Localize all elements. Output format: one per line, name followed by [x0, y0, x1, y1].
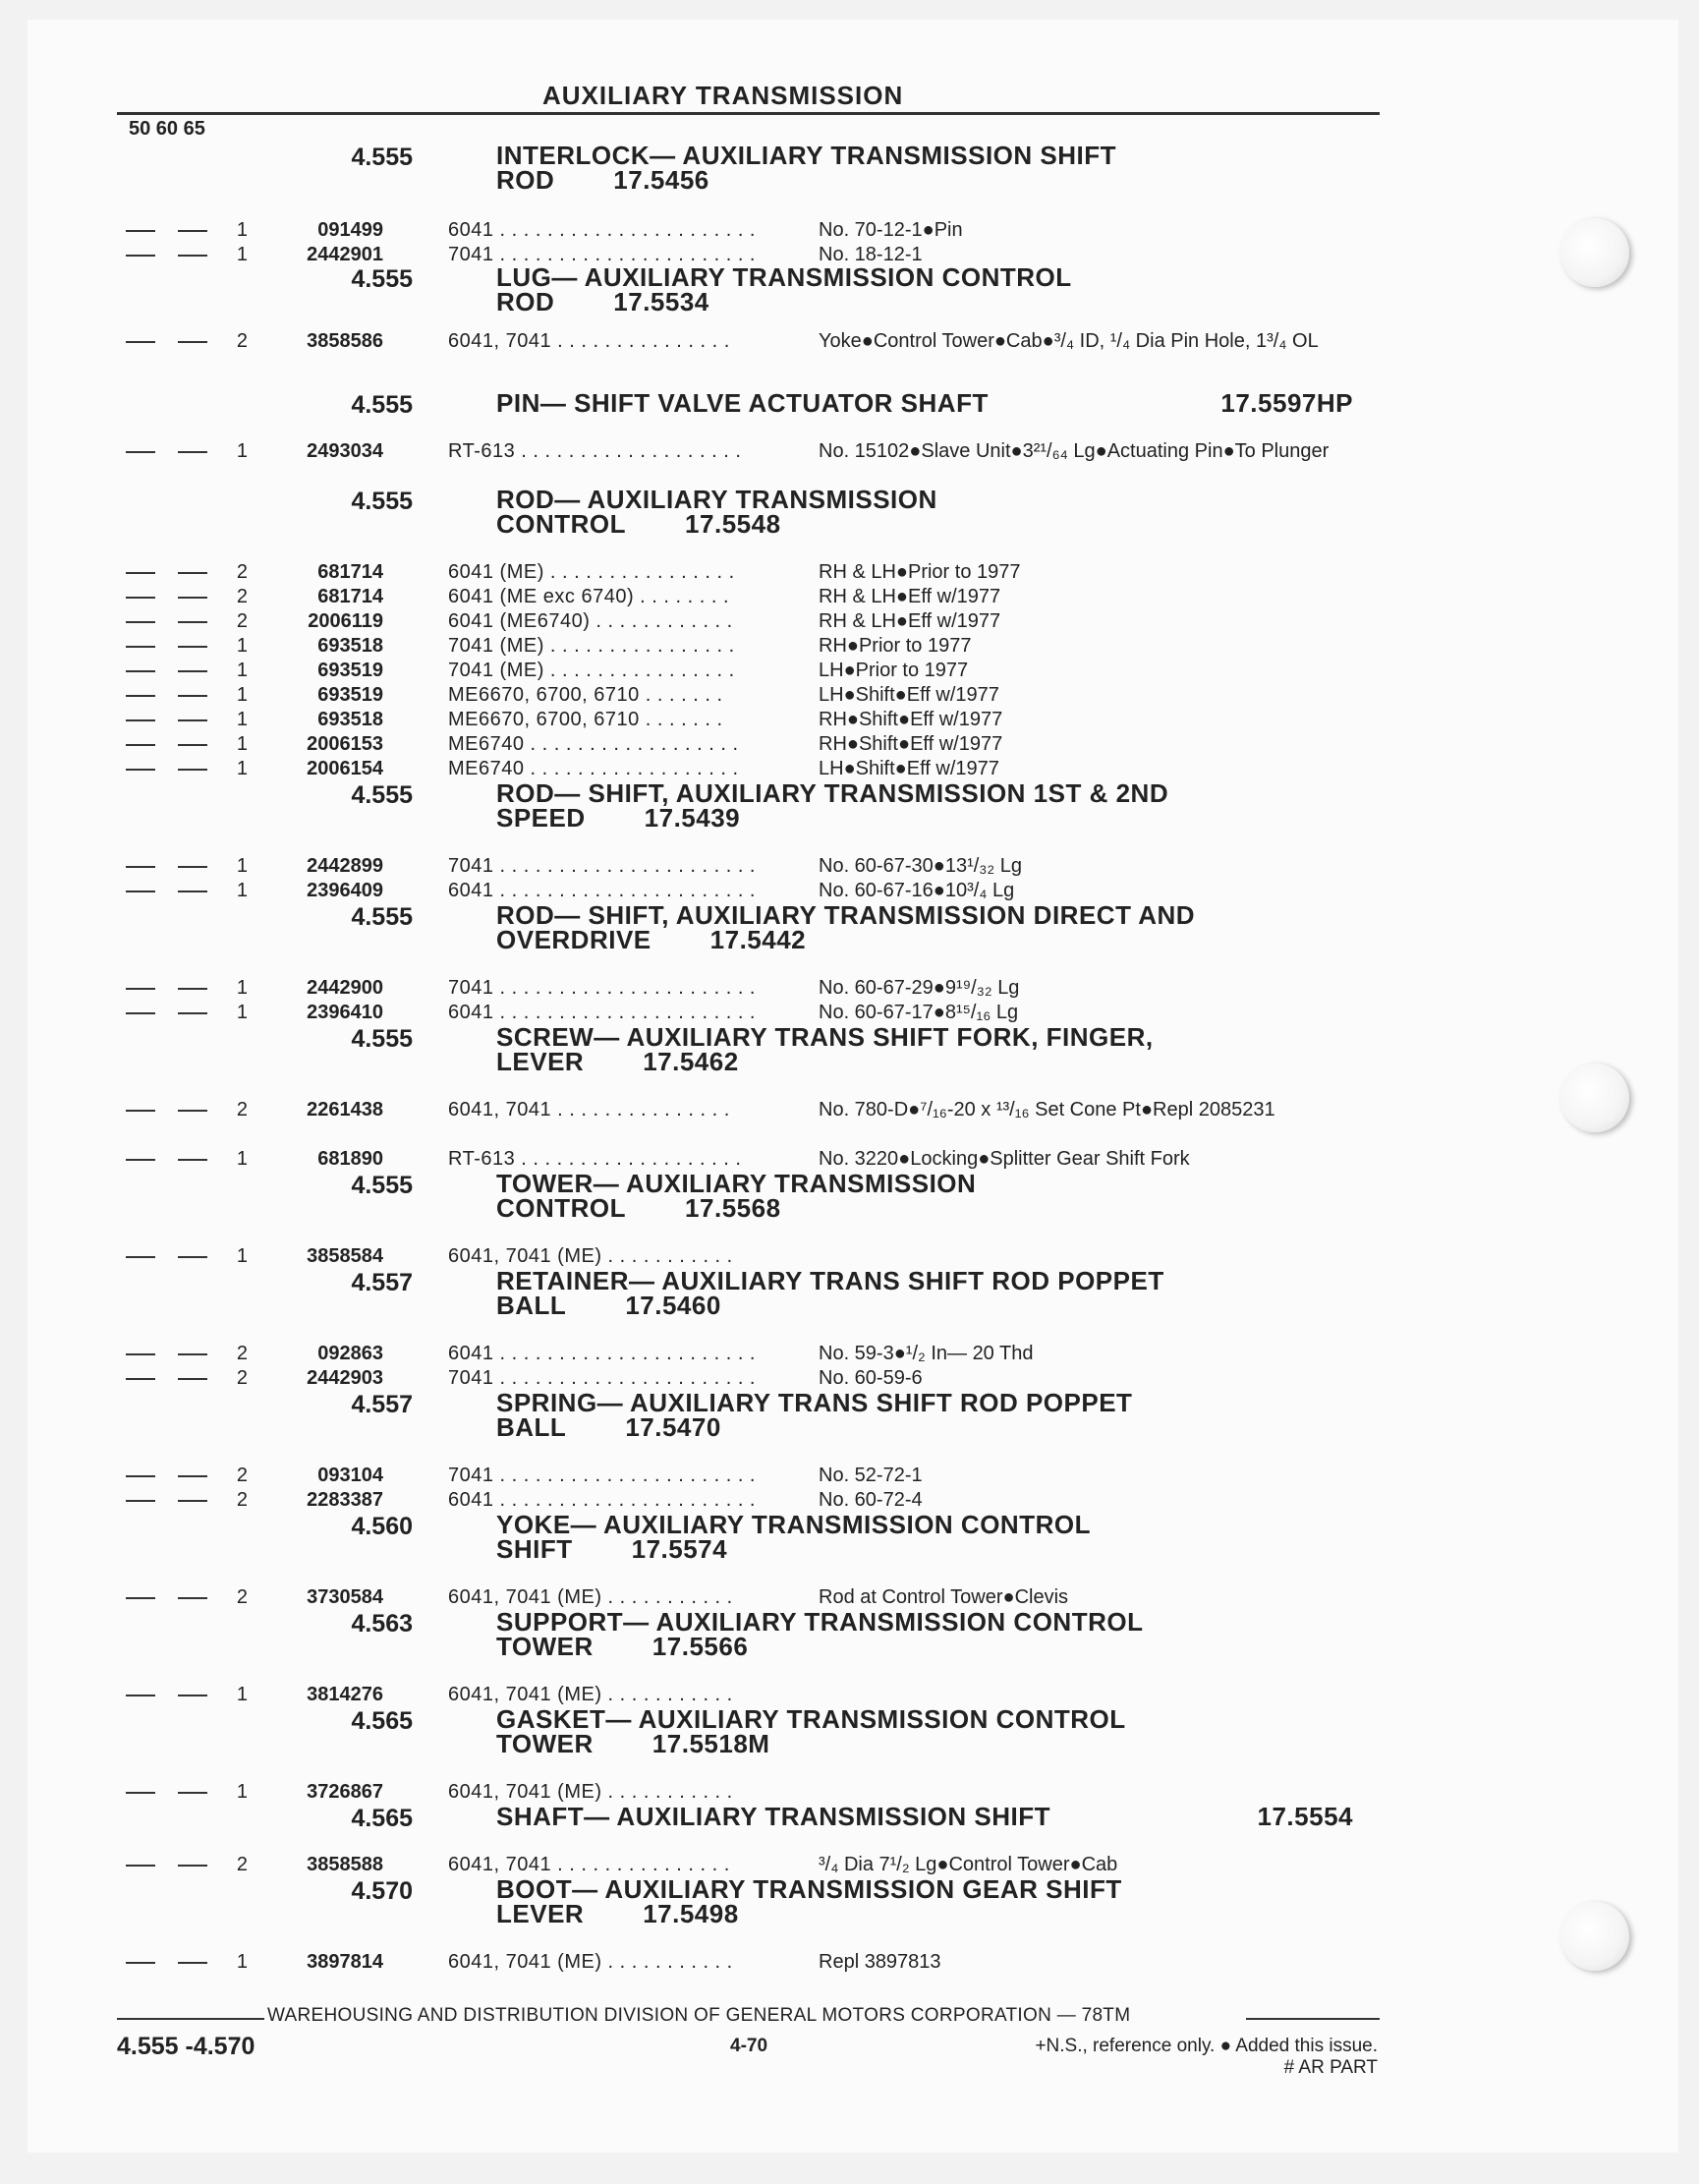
part-number: 2261438: [307, 1099, 383, 1121]
part-number: 091499: [317, 219, 383, 241]
section-code: 17.5442: [709, 925, 807, 954]
part-description: No. 780-D●⁷/₁₆-20 x ¹³/₁₆ Set Cone Pt●Repl 2085231: [819, 1099, 1275, 1121]
section-title-line: LEVER: [496, 1899, 585, 1928]
section-number: 4.570: [351, 1877, 413, 1905]
part-quantity: 1: [236, 1684, 248, 1705]
part-number: 3858588: [307, 1854, 383, 1875]
part-number: 2006154: [307, 758, 383, 779]
section-title-line: ROD— SHIFT, AUXILIARY TRANSMISSION 1ST & 2ND: [496, 778, 1169, 808]
section-title-line: TOWER: [496, 1632, 594, 1661]
part-row: [0, 683, 1395, 708]
year-dash-50: [126, 621, 155, 623]
year-dash-60: [178, 1695, 207, 1696]
year-dash-50: [126, 769, 155, 771]
section-code: 17.5518M: [651, 1729, 770, 1758]
year-dash-60: [178, 866, 207, 868]
section-title-line: CONTROL: [496, 1193, 627, 1223]
year-dash-60: [178, 646, 207, 648]
section-title: [496, 1169, 1381, 1223]
year-dash-60: [178, 1353, 207, 1355]
part-row: [0, 708, 1395, 732]
section-code: 17.5439: [644, 803, 741, 833]
model-application: 6041, 7041 (ME) . . . . . . . . . . .: [448, 1951, 733, 1973]
model-application: 7041 . . . . . . . . . . . . . . . . . . . . . .: [448, 244, 756, 265]
part-description: Yoke●Control Tower●Cab●³/₄ ID, ¹/₄ Dia Pin Hole, 1³/₄ OL: [819, 330, 1319, 352]
part-row: [0, 329, 1395, 354]
year-dash-60: [178, 719, 207, 721]
section-title: [496, 1802, 1381, 1831]
section-code: 17.5597HP: [1220, 388, 1353, 418]
page-number: 4-70: [730, 2036, 768, 2056]
part-description: RH●Shift●Eff w/1977: [819, 733, 1003, 755]
section-code: 17.5498: [643, 1899, 739, 1928]
model-application: 7041 . . . . . . . . . . . . . . . . . . . . . .: [448, 1465, 756, 1486]
section-title: [496, 262, 1381, 316]
year-dash-50: [126, 1378, 155, 1380]
part-number: 3858586: [307, 330, 383, 352]
year-dash-50: [126, 670, 155, 672]
section-number: 4.555: [351, 265, 413, 293]
part-description: Rod at Control Tower●Clevis: [819, 1586, 1069, 1608]
year-dash-60: [178, 695, 207, 697]
year-dash-60: [178, 1597, 207, 1599]
model-application: 6041 . . . . . . . . . . . . . . . . . . . . . .: [448, 1002, 756, 1023]
section-title-line: PIN— SHIFT VALVE ACTUATOR SHAFT: [496, 388, 989, 418]
part-quantity: 2: [236, 1465, 248, 1486]
section-number: 4.557: [351, 1269, 413, 1296]
part-row: [0, 218, 1395, 243]
part-description: RH & LH●Eff w/1977: [819, 610, 1001, 632]
year-dash-50: [126, 572, 155, 574]
year-dash-60: [178, 769, 207, 771]
part-number: 2442901: [307, 244, 383, 265]
year-dash-60: [178, 988, 207, 990]
year-dash-50: [126, 597, 155, 599]
model-application: 7041 (ME) . . . . . . . . . . . . . . . .: [448, 635, 735, 657]
year-dash-60: [178, 621, 207, 623]
section-title-line: ROD— AUXILIARY TRANSMISSION: [496, 485, 937, 514]
part-description: ³/₄ Dia 7¹/₂ Lg●Control Tower●Cab: [819, 1854, 1118, 1875]
part-quantity: 1: [236, 244, 248, 265]
section-title-line: ROD— SHIFT, AUXILIARY TRANSMISSION DIRECT AND: [496, 900, 1196, 930]
part-description: No. 60-67-30●13¹/₃₂ Lg: [819, 855, 1022, 877]
part-row: [0, 1950, 1395, 1975]
part-description: RH●Prior to 1977: [819, 635, 972, 657]
model-application: 6041, 7041 . . . . . . . . . . . . . . .: [448, 330, 730, 352]
part-description: LH●Shift●Eff w/1977: [819, 684, 999, 706]
part-number: 681714: [317, 561, 383, 583]
model-application: RT-613 . . . . . . . . . . . . . . . . . . .: [448, 440, 742, 462]
section-title-line: LUG— AUXILIARY TRANSMISSION CONTROL: [496, 262, 1072, 292]
part-number: 2442903: [307, 1367, 383, 1389]
section-code: 17.5574: [631, 1534, 728, 1564]
part-quantity: 1: [236, 709, 248, 730]
part-description: No. 15102●Slave Unit●3²¹/₆₄ Lg●Actuating Pin●To Plunger: [819, 440, 1330, 462]
section-number: 4.563: [351, 1610, 413, 1638]
part-quantity: 1: [236, 1148, 248, 1170]
part-quantity: 1: [236, 880, 248, 901]
section-title-line: GASKET— AUXILIARY TRANSMISSION CONTROL: [496, 1704, 1126, 1734]
part-description: No. 70-12-1●Pin: [819, 219, 963, 241]
model-application: 6041 (ME) . . . . . . . . . . . . . . . .: [448, 561, 735, 583]
part-quantity: 1: [236, 1245, 248, 1267]
part-quantity: 1: [236, 977, 248, 999]
part-number: 3897814: [307, 1951, 383, 1973]
year-dash-60: [178, 1500, 207, 1502]
part-row: [0, 634, 1395, 659]
model-application: ME6740 . . . . . . . . . . . . . . . . . .: [448, 733, 739, 755]
year-dash-60: [178, 597, 207, 599]
section-title-line: ROD: [496, 287, 555, 316]
part-description: No. 3220●Locking●Splitter Gear Shift Fork: [819, 1148, 1190, 1170]
model-application: 6041 . . . . . . . . . . . . . . . . . . . . . .: [448, 1343, 756, 1364]
year-dash-50: [126, 1012, 155, 1014]
year-dash-60: [178, 1012, 207, 1014]
section-code: 17.5456: [613, 165, 709, 195]
section-title-line: BOOT— AUXILIARY TRANSMISSION GEAR SHIFT: [496, 1874, 1122, 1904]
section-number: 4.555: [351, 1025, 413, 1053]
model-application: ME6740 . . . . . . . . . . . . . . . . . .: [448, 758, 739, 779]
section-title-line: SPRING— AUXILIARY TRANS SHIFT ROD POPPET: [496, 1388, 1133, 1417]
part-quantity: 2: [236, 561, 248, 583]
section-title: [496, 485, 1381, 539]
part-quantity: 2: [236, 610, 248, 632]
section-title: [496, 1704, 1381, 1758]
year-dash-50: [126, 988, 155, 990]
year-dash-50: [126, 255, 155, 257]
year-dash-50: [126, 695, 155, 697]
part-description: No. 60-67-16●10³/₄ Lg: [819, 880, 1015, 901]
part-quantity: 1: [236, 660, 248, 681]
section-title: [496, 388, 1381, 418]
year-dash-60: [178, 1159, 207, 1161]
part-number: 693519: [317, 660, 383, 681]
part-number: 2396410: [307, 1002, 383, 1023]
model-application: 6041 . . . . . . . . . . . . . . . . . . . . . .: [448, 880, 756, 901]
model-application: 6041, 7041 . . . . . . . . . . . . . . .: [448, 1099, 730, 1121]
year-dash-60: [178, 230, 207, 232]
section-number: 4.560: [351, 1513, 413, 1540]
part-row: [0, 659, 1395, 683]
part-number: 2283387: [307, 1489, 383, 1511]
section-title-line: SHAFT— AUXILIARY TRANSMISSION SHIFT: [496, 1802, 1050, 1831]
part-number: 681890: [317, 1148, 383, 1170]
year-dash-60: [178, 1475, 207, 1477]
part-row: [0, 1464, 1395, 1488]
footer-legend-note: +N.S., reference only. ● Added this issue.: [1035, 2036, 1378, 2056]
section-title-line: RETAINER— AUXILIARY TRANS SHIFT ROD POPPET: [496, 1266, 1164, 1295]
year-dash-50: [126, 646, 155, 648]
section-number: 4.555: [351, 391, 413, 419]
section-number: 4.555: [351, 781, 413, 809]
year-dash-50: [126, 1695, 155, 1696]
section-number: 4.565: [351, 1805, 413, 1832]
part-quantity: 1: [236, 219, 248, 241]
model-application: 7041 . . . . . . . . . . . . . . . . . . . . . .: [448, 855, 756, 877]
footer-organization: WAREHOUSING AND DISTRIBUTION DIVISION OF GENERAL MOTORS CORPORATION — 78TM: [267, 2005, 1131, 2026]
section-title: [496, 141, 1381, 195]
part-number: 2396409: [307, 880, 383, 901]
section-title-line: SHIFT: [496, 1534, 573, 1564]
year-dash-50: [126, 230, 155, 232]
part-number: 3726867: [307, 1781, 383, 1803]
footer-rule-right: [1246, 2018, 1380, 2020]
part-description: No. 60-59-6: [819, 1367, 923, 1389]
part-row: [0, 1342, 1395, 1366]
section-code: 17.5534: [613, 287, 709, 316]
year-dash-60: [178, 1865, 207, 1867]
section-title-line: SPEED: [496, 803, 586, 833]
model-application: 7041 (ME) . . . . . . . . . . . . . . . .: [448, 660, 735, 681]
model-application: ME6670, 6700, 6710 . . . . . . .: [448, 709, 723, 730]
page-title: AUXILIARY TRANSMISSION: [542, 81, 904, 110]
section-title: [496, 1874, 1381, 1928]
year-dash-50: [126, 1865, 155, 1867]
part-description: RH & LH●Eff w/1977: [819, 586, 1001, 607]
model-application: 6041, 7041 (ME) . . . . . . . . . . .: [448, 1245, 733, 1267]
section-code: 17.5460: [625, 1291, 721, 1320]
section-code: 17.5462: [643, 1047, 739, 1076]
model-application: ME6670, 6700, 6710 . . . . . . .: [448, 684, 723, 706]
model-application: 7041 . . . . . . . . . . . . . . . . . . . . . .: [448, 1367, 756, 1389]
section-number: 4.555: [351, 1172, 413, 1199]
year-dash-50: [126, 1159, 155, 1161]
year-dash-60: [178, 1792, 207, 1794]
part-row: [0, 854, 1395, 879]
section-number: 4.555: [351, 144, 413, 171]
part-quantity: 2: [236, 1489, 248, 1511]
section-title: [496, 1510, 1381, 1564]
part-description: No. 18-12-1: [819, 244, 923, 265]
model-application: 6041, 7041 (ME) . . . . . . . . . . .: [448, 1586, 733, 1608]
part-number: 092863: [317, 1343, 383, 1364]
part-description: Repl 3897813: [819, 1951, 941, 1973]
binder-hole-top: [1560, 218, 1629, 287]
part-quantity: 2: [236, 1367, 248, 1389]
year-dash-60: [178, 255, 207, 257]
part-quantity: 2: [236, 1099, 248, 1121]
part-quantity: 2: [236, 1586, 248, 1608]
model-application: RT-613 . . . . . . . . . . . . . . . . . . .: [448, 1148, 742, 1170]
part-row: [0, 585, 1395, 609]
part-number: 2006119: [308, 610, 383, 632]
year-dash-50: [126, 1962, 155, 1964]
part-number: 681714: [317, 586, 383, 607]
part-quantity: 1: [236, 733, 248, 755]
part-number: 693518: [317, 709, 383, 730]
section-number: 4.555: [351, 903, 413, 931]
part-description: No. 60-72-4: [819, 1489, 923, 1511]
part-quantity: 1: [236, 855, 248, 877]
part-quantity: 1: [236, 758, 248, 779]
part-description: No. 60-67-17●8¹⁵/₁₆ Lg: [819, 1002, 1019, 1023]
part-number: 693519: [317, 684, 383, 706]
model-application: 6041 . . . . . . . . . . . . . . . . . . . . . .: [448, 1489, 756, 1511]
year-dash-50: [126, 891, 155, 892]
section-title: [496, 1266, 1381, 1320]
year-dash-50: [126, 1110, 155, 1112]
year-dash-60: [178, 572, 207, 574]
section-title-line: TOWER— AUXILIARY TRANSMISSION: [496, 1169, 977, 1198]
section-range: 4.555 -4.570: [117, 2033, 255, 2060]
part-quantity: 2: [236, 330, 248, 352]
section-title-line: YOKE— AUXILIARY TRANSMISSION CONTROL: [496, 1510, 1091, 1539]
part-number: 2442899: [307, 855, 383, 877]
section-title: [496, 1388, 1381, 1442]
footer-rule-left: [117, 2018, 264, 2020]
model-application: 6041, 7041 . . . . . . . . . . . . . . .: [448, 1854, 730, 1875]
part-row: [0, 732, 1395, 757]
year-dash-60: [178, 1962, 207, 1964]
section-title: [496, 778, 1381, 833]
year-dash-60: [178, 1110, 207, 1112]
section-code: 17.5568: [685, 1193, 781, 1223]
year-dash-60: [178, 451, 207, 453]
section-title: [496, 900, 1381, 954]
section-code: 17.5566: [651, 1632, 749, 1661]
year-dash-50: [126, 719, 155, 721]
part-number: 2006153: [307, 733, 383, 755]
part-description: RH●Shift●Eff w/1977: [819, 709, 1003, 730]
part-quantity: 1: [236, 684, 248, 706]
part-row: [0, 609, 1395, 634]
model-application: 6041 (ME exc 6740) . . . . . . . .: [448, 586, 730, 607]
year-dash-50: [126, 1792, 155, 1794]
year-dash-50: [126, 1500, 155, 1502]
binder-hole-bottom: [1560, 1902, 1629, 1971]
part-row: [0, 1098, 1395, 1122]
section-title-line: TOWER: [496, 1729, 594, 1758]
part-description: No. 52-72-1: [819, 1465, 923, 1486]
model-application: 6041, 7041 (ME) . . . . . . . . . . .: [448, 1781, 733, 1803]
section-title: [496, 1607, 1381, 1661]
year-dash-50: [126, 1597, 155, 1599]
model-application: 7041 . . . . . . . . . . . . . . . . . . . . . .: [448, 977, 756, 999]
part-description: No. 59-3●¹/₂ In— 20 Thd: [819, 1343, 1034, 1364]
year-dash-60: [178, 341, 207, 343]
year-dash-60: [178, 744, 207, 746]
section-title-line: ROD: [496, 165, 555, 195]
section-code: 17.5470: [625, 1412, 721, 1442]
part-quantity: 1: [236, 1781, 248, 1803]
part-description: No. 60-67-29●9¹⁹/₃₂ Lg: [819, 977, 1020, 999]
part-number: 093104: [317, 1465, 383, 1486]
part-number: 693518: [317, 635, 383, 657]
year-dash-60: [178, 670, 207, 672]
section-number: 4.555: [351, 488, 413, 515]
section-title-line: INTERLOCK— AUXILIARY TRANSMISSION SHIFT: [496, 141, 1116, 170]
part-row: [0, 976, 1395, 1001]
part-number: 2442900: [307, 977, 383, 999]
part-description: RH & LH●Prior to 1977: [819, 561, 1021, 583]
year-dash-50: [126, 341, 155, 343]
part-number: 2493034: [307, 440, 383, 462]
section-title-line: CONTROL: [496, 509, 627, 539]
section-code: 17.5548: [685, 509, 781, 539]
part-quantity: 2: [236, 586, 248, 607]
section-title-line: BALL: [496, 1412, 567, 1442]
model-year-columns: 50 60 65: [129, 118, 205, 140]
part-quantity: 1: [236, 1951, 248, 1973]
year-dash-60: [178, 891, 207, 892]
model-application: 6041 . . . . . . . . . . . . . . . . . . . . . .: [448, 219, 756, 241]
year-dash-50: [126, 451, 155, 453]
part-description: LH●Prior to 1977: [819, 660, 969, 681]
binder-hole-middle: [1560, 1063, 1629, 1132]
part-quantity: 1: [236, 1002, 248, 1023]
year-dash-60: [178, 1256, 207, 1258]
section-title-line: SUPPORT— AUXILIARY TRANSMISSION CONTROL: [496, 1607, 1144, 1637]
part-row: [0, 560, 1395, 585]
year-dash-50: [126, 866, 155, 868]
section-title-line: SCREW— AUXILIARY TRANS SHIFT FORK, FINGER,: [496, 1022, 1154, 1052]
section-title-line: OVERDRIVE: [496, 925, 651, 954]
section-title-line: BALL: [496, 1291, 567, 1320]
footer-ar-part: # AR PART: [1283, 2057, 1378, 2078]
part-quantity: 1: [236, 440, 248, 462]
model-application: 6041 (ME6740) . . . . . . . . . . . .: [448, 610, 733, 632]
year-dash-60: [178, 1378, 207, 1380]
part-quantity: 2: [236, 1343, 248, 1364]
part-number: 3858584: [307, 1245, 383, 1267]
part-number: 3814276: [307, 1684, 383, 1705]
section-title-line: LEVER: [496, 1047, 585, 1076]
part-row: [0, 439, 1395, 464]
part-description: LH●Shift●Eff w/1977: [819, 758, 999, 779]
year-dash-50: [126, 744, 155, 746]
part-number: 3730584: [307, 1586, 383, 1608]
part-quantity: 2: [236, 1854, 248, 1875]
model-application: 6041, 7041 (ME) . . . . . . . . . . .: [448, 1684, 733, 1705]
year-dash-50: [126, 1256, 155, 1258]
year-dash-50: [126, 1353, 155, 1355]
section-title: [496, 1022, 1381, 1076]
section-code: 17.5554: [1257, 1802, 1353, 1831]
section-number: 4.557: [351, 1391, 413, 1418]
section-number: 4.565: [351, 1707, 413, 1735]
year-dash-50: [126, 1475, 155, 1477]
part-quantity: 1: [236, 635, 248, 657]
header-rule: [117, 112, 1380, 115]
